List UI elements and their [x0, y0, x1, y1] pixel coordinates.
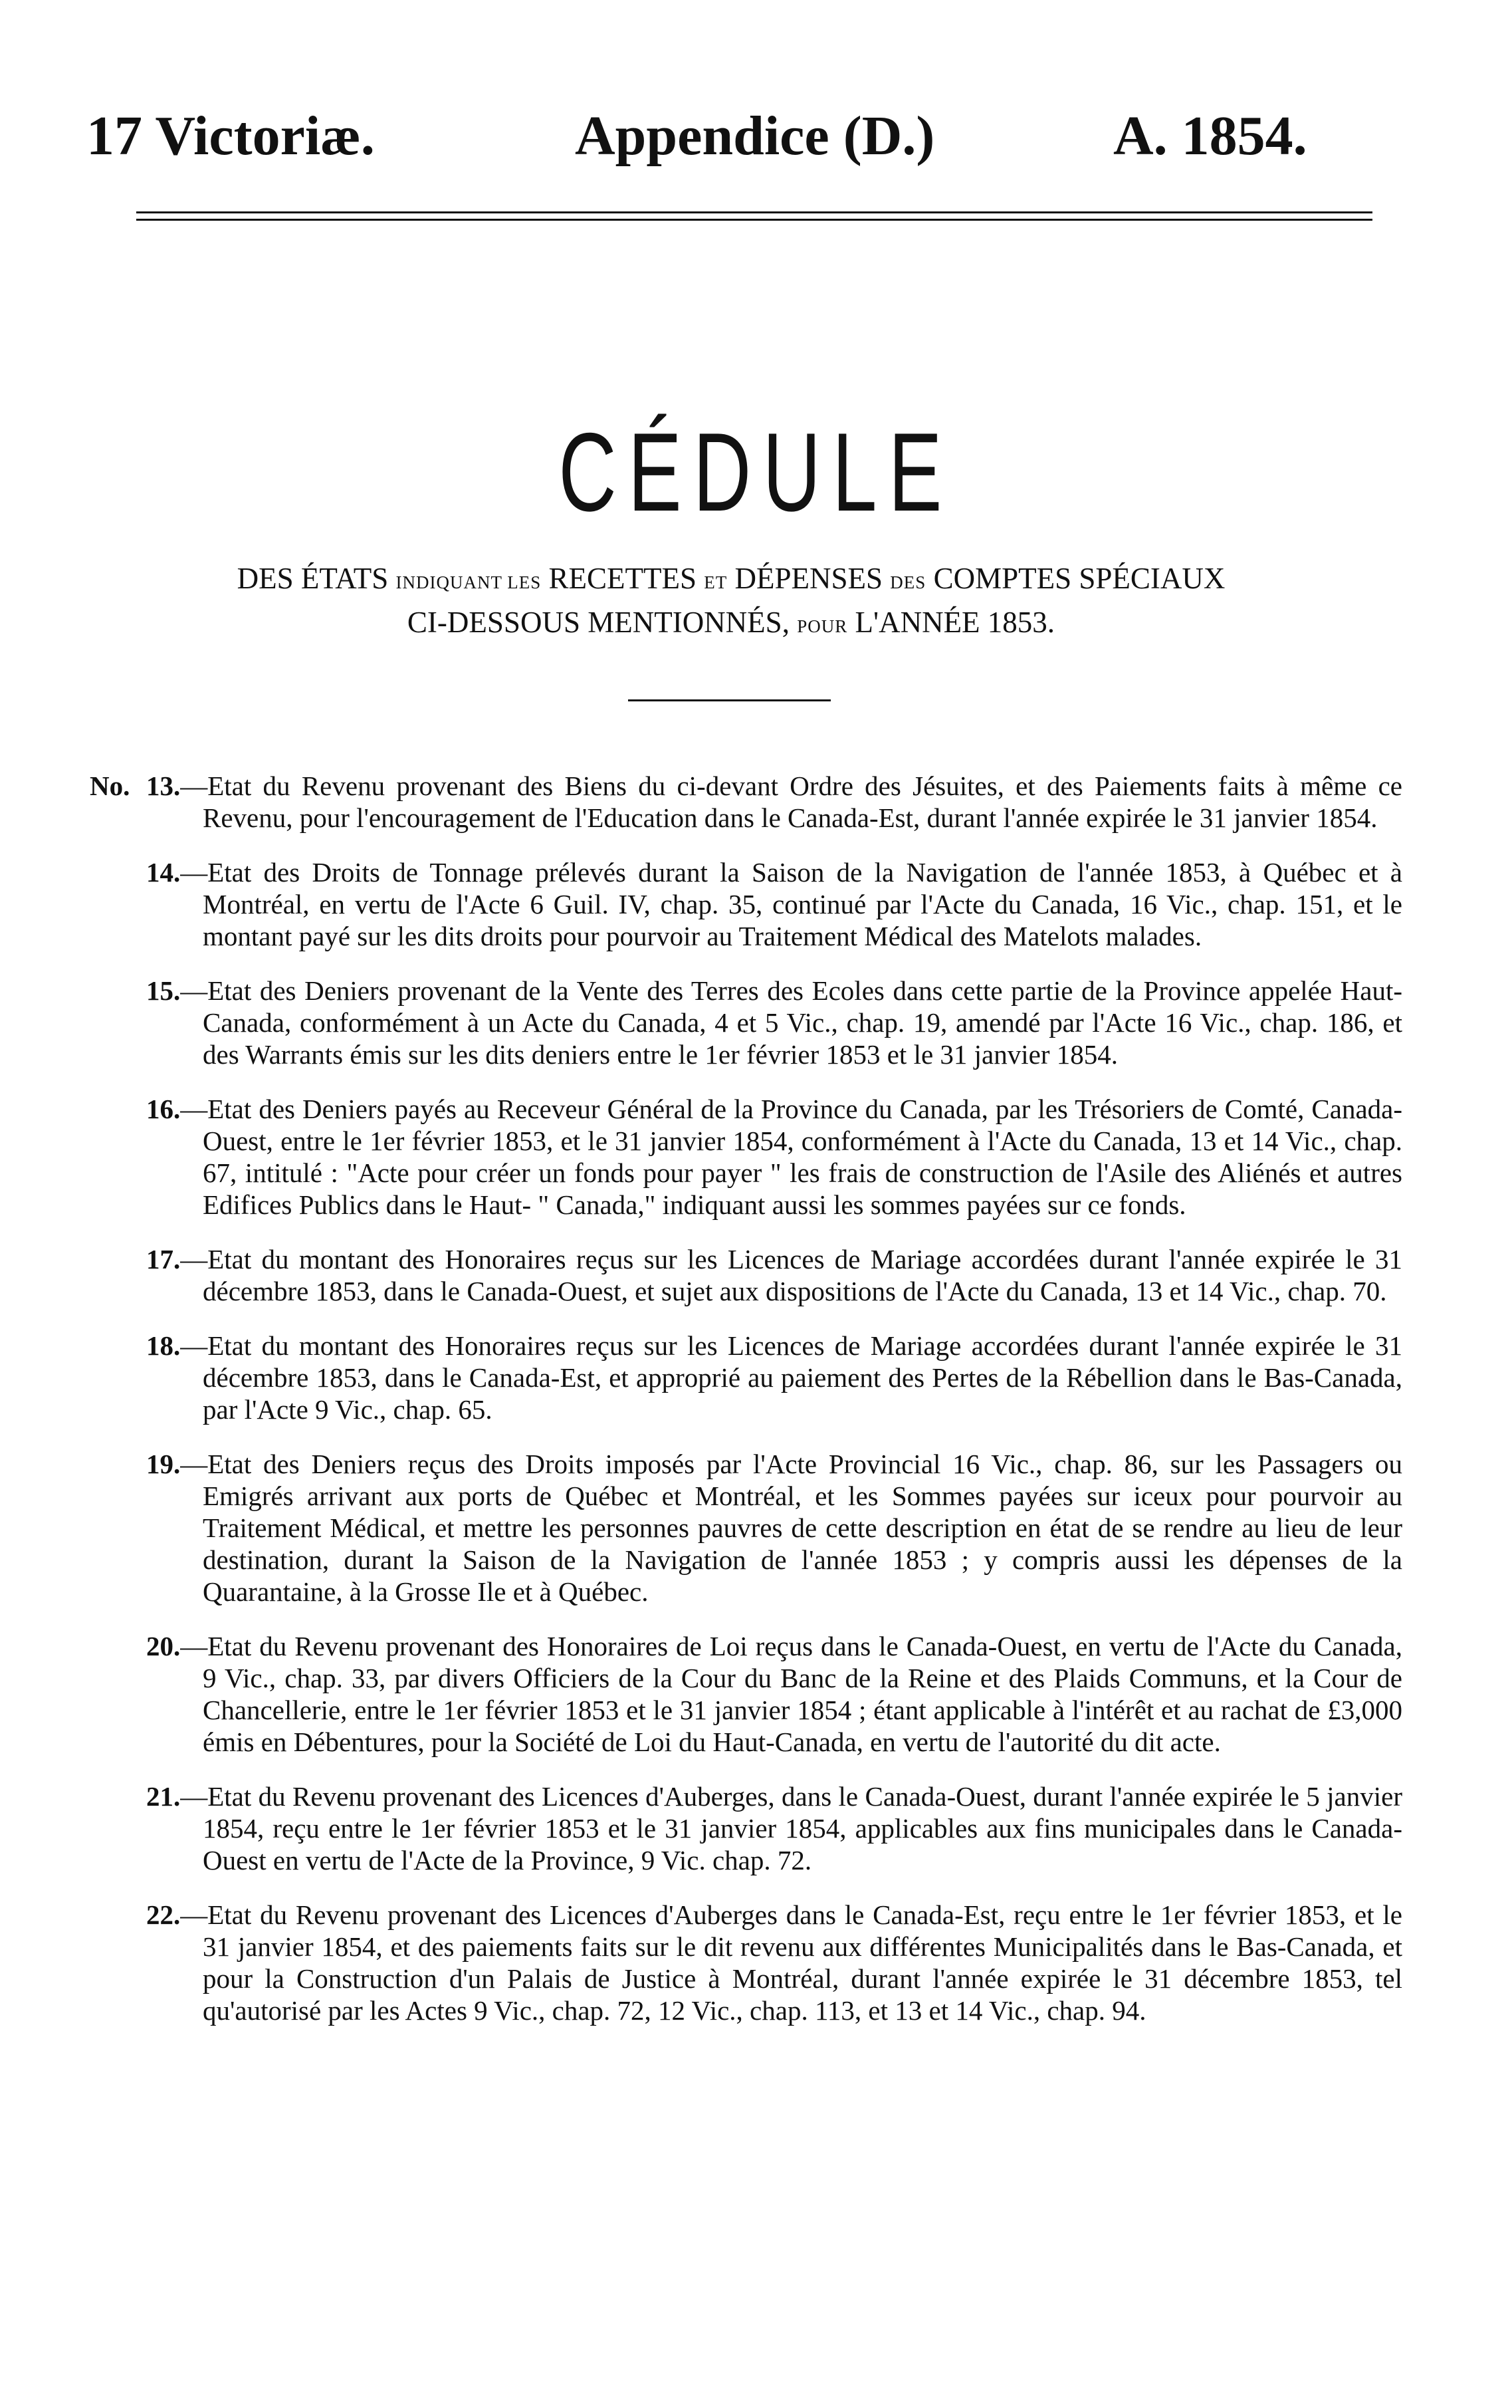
entry-text: —Etat des Deniers reçus des Droits imposés par l'Acte Provincial 16 Vic., chap. 86, sur les Passagers ou Emigrés arrivant aux ports de Québec et Montréal, et les Sommes payées sur iceux pour pourvoir au Traitement Médical, et mettre les personnes pauvres de cette description en état de se rendre au lieu de leur destination, durant la Saison de la Navigation de l'année 1853 ; y compris aussi les dépenses de la Quarantaine, à la Grosse Ile et à Québec. [180, 1449, 1402, 1607]
statement-entry [0, 1630, 1512, 1758]
header-double-rule [136, 211, 1372, 221]
entry-number: 13. [146, 771, 181, 801]
entry-text: —Etat des Deniers provenant de la Vente des Terres des Ecoles dans cette partie de la Province appelée Haut-Canada, conformément à un Acte du Canada, 4 et 5 Vic., chap. 19, amendé par l'Acte 16 Vic., chap. 186, et des Warrants émis sur les dits deniers entre le 1er février 1853 et le 31 janvier 1854. [180, 975, 1402, 1070]
subtitle-part: CI-DESSOUS MENTIONNÉS, [407, 606, 790, 639]
document-subtitle [100, 558, 1362, 646]
entry-number: 15. [146, 975, 181, 1006]
page-header [86, 100, 1369, 173]
statement-entry [0, 1448, 1512, 1608]
subtitle-part: DÉPENSES [734, 562, 883, 595]
entry-text: —Etat des Deniers payés au Receveur Général de la Province du Canada, par les Trésoriers de Comté, Canada-Ouest, entre le 1er février 1853, et le 31 janvier 1854, conformément à l'Acte du Canada, 13 et 14 Vic., chap. 67, intitulé : "Acte pour créer un fonds pour payer " les frais de construction de l'Asile des Aliénés et autres Edifices Publics dans le Haut- " Canada," indiquant aussi les sommes payées sur ce fonds. [180, 1094, 1402, 1220]
subtitle-part: POUR [797, 616, 848, 636]
entry-text: —Etat des Droits de Tonnage prélevés durant la Saison de la Navigation de l'année 1853, à Québec et à Montréal, en vertu de l'Acte 6 Guil. IV, chap. 35, continué par l'Acte du Canada, 16 Vic., chap. 151, et le montant payé sur les dits droits pour pourvoir au Traitement Médical des Matelots malades. [180, 857, 1402, 951]
entry-number: 21. [146, 1781, 181, 1812]
subtitle-part: DES [890, 572, 926, 592]
statement-list [0, 770, 1512, 2049]
entry-text: —Etat du Revenu provenant des Licences d'Auberges, dans le Canada-Ouest, durant l'année expirée le 5 janvier 1854, reçu entre le 1er février 1853 et le 31 janvier 1854, applicables aux fins municipales dans le Canada-Ouest en vertu de l'Acte de la Province, 9 Vic. chap. 72. [180, 1781, 1402, 1875]
entry-number: 17. [146, 1244, 181, 1274]
statement-entry [0, 1243, 1512, 1307]
statement-entry [0, 975, 1512, 1070]
header-session: 17 Victoriæ. [86, 105, 375, 167]
statement-entry [0, 1330, 1512, 1425]
statement-entry [0, 1899, 1512, 2026]
header-appendix: Appendice (D.) [575, 105, 935, 167]
statement-entry [0, 1780, 1512, 1876]
entry-number: 16. [146, 1094, 181, 1124]
subtitle-part: DES ÉTATS [237, 562, 389, 595]
statement-entry [0, 770, 1512, 834]
subtitle-part: L'ANNÉE 1853. [855, 606, 1055, 639]
subtitle-part: INDIQUANT LES [395, 572, 542, 592]
entry-number: 22. [146, 1899, 181, 1930]
subtitle-part: COMPTES SPÉCIAUX [933, 562, 1226, 595]
entry-number: 14. [146, 857, 181, 888]
subtitle-part: RECETTES [548, 562, 697, 595]
statement-entry [0, 1093, 1512, 1221]
entry-text: —Etat du montant des Honoraires reçus sur les Licences de Mariage accordées durant l'année expirée le 31 décembre 1853, dans le Canada-Est, et approprié au paiement des Pertes de la Rébellion dans le Bas-Canada, par l'Acte 9 Vic., chap. 65. [180, 1330, 1402, 1425]
entry-prefix: No. [90, 771, 130, 801]
entry-number: 19. [146, 1449, 181, 1479]
entry-number: 18. [146, 1330, 181, 1361]
entry-text: —Etat du Revenu provenant des Biens du ci-devant Ordre des Jésuites, et des Paiements faits à même ce Revenu, pour l'encouragement de l'Education dans le Canada-Est, durant l'année expirée le 31 janvier 1854. [180, 771, 1402, 833]
entry-number: 20. [146, 1631, 181, 1661]
document-title: CÉDULE [558, 410, 954, 535]
title-rule [628, 699, 831, 701]
statement-entry [0, 856, 1512, 952]
subtitle-part: ET [704, 572, 728, 592]
entry-text: —Etat du Revenu provenant des Licences d'Auberges dans le Canada-Est, reçu entre le 1er février 1853, et le 31 janvier 1854, et des paiements faits sur le dit revenu aux différentes Municipalités dans le Bas-Canada, et pour la Construction d'un Palais de Justice à Montréal, durant l'année expirée le 31 décembre 1853, tel qu'autorisé par les Actes 9 Vic., chap. 72, 12 Vic., chap. 113, et 13 et 14 Vic., chap. 94. [180, 1899, 1402, 2026]
entry-text: —Etat du Revenu provenant des Honoraires de Loi reçus dans le Canada-Ouest, en vertu de l'Acte du Canada, 9 Vic., chap. 33, par divers Officiers de la Cour du Banc de la Reine et des Plaids Communs, et la Cour de Chancellerie, entre le 1er février 1853 et le 31 janvier 1854 ; étant applicable à l'intérêt et au rachat de £3,000 émis en Débentures, pour la Société de Loi du Haut-Canada, en vertu de l'autorité du dit acte. [180, 1631, 1402, 1757]
header-year: A. 1854. [1113, 105, 1307, 167]
entry-text: —Etat du montant des Honoraires reçus sur les Licences de Mariage accordées durant l'année expirée le 31 décembre 1853, dans le Canada-Ouest, et sujet aux dispositions de l'Acte du Canada, 13 et 14 Vic., chap. 70. [180, 1244, 1402, 1306]
